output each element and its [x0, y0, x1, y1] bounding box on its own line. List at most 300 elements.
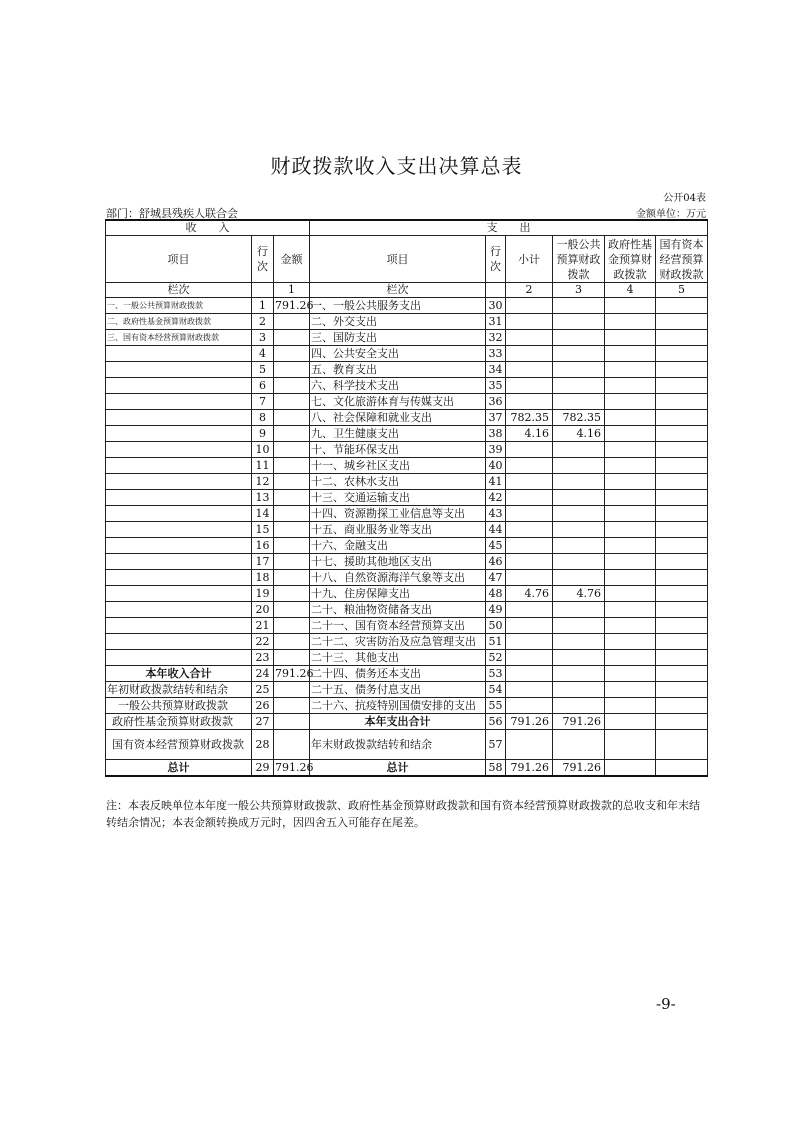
page-number: -9-	[656, 995, 676, 1013]
state-capital-cell	[656, 474, 708, 490]
table-row	[106, 474, 708, 490]
expense-item-cell: 十五、商业服务业等支出	[310, 522, 486, 538]
subtotal-cell	[506, 330, 553, 346]
income-rowno-cell: 29	[252, 760, 274, 777]
expense-rowno-cell: 35	[486, 378, 506, 394]
gov-fund-cell	[605, 554, 656, 570]
subtotal-cell	[506, 490, 553, 506]
gov-fund-cell	[605, 650, 656, 666]
expense-header: 支 出	[310, 220, 708, 236]
subtotal-cell	[506, 362, 553, 378]
general-budget-cell	[553, 298, 605, 314]
expense-item-cell: 十、节能环保支出	[310, 442, 486, 458]
expense-item-cell: 八、社会保障和就业支出	[310, 410, 486, 426]
expense-rowno-cell: 53	[486, 666, 506, 682]
expense-item-cell: 十四、资源勘探工业信息等支出	[310, 506, 486, 522]
income-rowno-cell: 6	[252, 378, 274, 394]
general-budget-cell	[553, 458, 605, 474]
income-item-cell	[106, 442, 252, 458]
table-row	[106, 682, 708, 698]
income-rowno-header: 行次	[252, 236, 274, 283]
expense-item-cell: 二十四、债务还本支出	[310, 666, 486, 682]
income-item-cell	[106, 394, 252, 410]
expense-rowno-cell: 37	[486, 410, 506, 426]
table-row	[106, 394, 708, 410]
subtotal-cell	[506, 298, 553, 314]
table-body	[106, 298, 708, 777]
subtotal-cell	[506, 730, 553, 760]
income-rowno-cell: 22	[252, 634, 274, 650]
subtotal-cell: 4.76	[506, 586, 553, 602]
general-budget-header: 一般公共预算财政拨款	[553, 236, 605, 283]
expense-rowno-cell: 50	[486, 618, 506, 634]
expense-rowno-cell: 58	[486, 760, 506, 777]
expense-colno-3: 3	[553, 283, 605, 298]
expense-rowno-header: 行次	[486, 236, 506, 283]
income-amount-header: 金额	[274, 236, 310, 283]
income-item-cell	[106, 554, 252, 570]
subtotal-cell	[506, 538, 553, 554]
table-row	[106, 458, 708, 474]
income-rowno-cell: 19	[252, 586, 274, 602]
expense-rowno-cell: 55	[486, 698, 506, 714]
expense-item-cell: 五、教育支出	[310, 362, 486, 378]
gov-fund-cell	[605, 618, 656, 634]
table-row	[106, 650, 708, 666]
income-item-cell	[106, 458, 252, 474]
income-item-cell: 年初财政拨款结转和结余	[106, 682, 252, 698]
income-amount-cell	[274, 618, 310, 634]
expense-rowno-cell: 31	[486, 314, 506, 330]
table-row	[106, 554, 708, 570]
income-amount-cell	[274, 506, 310, 522]
table-row	[106, 618, 708, 634]
income-header: 收 入	[106, 220, 310, 236]
income-rowno-cell: 5	[252, 362, 274, 378]
gov-fund-cell	[605, 522, 656, 538]
expense-item-cell: 二十、粮油物资储备支出	[310, 602, 486, 618]
income-rowno-cell: 23	[252, 650, 274, 666]
income-rowno-cell: 20	[252, 602, 274, 618]
state-capital-cell	[656, 442, 708, 458]
subtotal-cell	[506, 698, 553, 714]
footnote: 注：本表反映单位本年度一般公共预算财政拨款、政府性基金预算财政拨款和国有资本经营预算财政拨款的总收支和年末结转结余情况；本表金额转换成万元时，因四舍五入可能存在尾差。	[106, 799, 700, 829]
state-capital-cell	[656, 490, 708, 506]
expense-rowno-cell: 38	[486, 426, 506, 442]
income-rowno-cell: 25	[252, 682, 274, 698]
subtotal-cell: 4.16	[506, 426, 553, 442]
state-capital-cell	[656, 554, 708, 570]
income-amount-cell	[274, 650, 310, 666]
expense-rowno-cell: 33	[486, 346, 506, 362]
expense-rowno-cell: 57	[486, 730, 506, 760]
income-amount-cell	[274, 698, 310, 714]
income-amount-cell	[274, 346, 310, 362]
table-row	[106, 570, 708, 586]
income-amount-cell	[274, 714, 310, 730]
table-row	[106, 346, 708, 362]
expense-rowno-cell: 36	[486, 394, 506, 410]
expense-item-cell: 十三、交通运输支出	[310, 490, 486, 506]
header-row-sections	[106, 220, 708, 236]
table-row	[106, 314, 708, 330]
income-item-cell	[106, 362, 252, 378]
subtotal-cell	[506, 666, 553, 682]
subtotal-cell	[506, 314, 553, 330]
income-amount-cell	[274, 570, 310, 586]
expense-rowno-cell: 30	[486, 298, 506, 314]
general-budget-cell	[553, 394, 605, 410]
state-capital-cell	[656, 666, 708, 682]
subtotal-cell: 782.35	[506, 410, 553, 426]
expense-rowno-cell: 39	[486, 442, 506, 458]
income-item-cell	[106, 522, 252, 538]
expense-rowno-cell: 34	[486, 362, 506, 378]
gov-fund-cell	[605, 362, 656, 378]
income-item-cell: 国有资本经营预算财政拨款	[106, 730, 252, 760]
expense-rowno-cell: 45	[486, 538, 506, 554]
table-row	[106, 362, 708, 378]
subtotal-cell	[506, 458, 553, 474]
gov-fund-cell	[605, 330, 656, 346]
general-budget-cell	[553, 650, 605, 666]
table-row	[106, 522, 708, 538]
expense-colno-4: 4	[605, 283, 656, 298]
gov-fund-cell	[605, 538, 656, 554]
state-capital-cell	[656, 506, 708, 522]
income-amount-cell	[274, 730, 310, 760]
income-rowno-cell: 3	[252, 330, 274, 346]
expense-item-cell: 一、一般公共服务支出	[310, 298, 486, 314]
general-budget-cell: 791.26	[553, 760, 605, 777]
general-budget-cell	[553, 522, 605, 538]
state-capital-cell	[656, 586, 708, 602]
gov-fund-cell	[605, 666, 656, 682]
expense-item-cell: 总计	[310, 760, 486, 777]
income-item-cell: 政府性基金预算财政拨款	[106, 714, 252, 730]
state-capital-cell	[656, 618, 708, 634]
income-rowno-cell: 4	[252, 346, 274, 362]
table-row	[106, 602, 708, 618]
gov-fund-cell	[605, 474, 656, 490]
subtotal-cell	[506, 650, 553, 666]
income-item-cell	[106, 650, 252, 666]
gov-fund-cell	[605, 730, 656, 760]
expense-rowno-cell: 44	[486, 522, 506, 538]
income-item-cell	[106, 602, 252, 618]
subtotal-cell: 791.26	[506, 714, 553, 730]
table-row	[106, 378, 708, 394]
expense-item-cell: 四、公共安全支出	[310, 346, 486, 362]
expense-item-cell: 二十五、债务付息支出	[310, 682, 486, 698]
income-item-header: 项目	[106, 236, 252, 283]
expense-item-cell: 十八、自然资源海洋气象等支出	[310, 570, 486, 586]
expense-colno-5: 5	[656, 283, 708, 298]
gov-fund-cell	[605, 760, 656, 777]
income-amount-cell: 791.26	[274, 760, 310, 777]
general-budget-cell	[553, 698, 605, 714]
subtotal-cell	[506, 378, 553, 394]
expense-rowno-cell: 47	[486, 570, 506, 586]
subtotal-cell	[506, 634, 553, 650]
table-row	[106, 330, 708, 346]
expense-rowno-cell: 49	[486, 602, 506, 618]
column-number-row	[106, 283, 708, 298]
expense-rowno-cell: 41	[486, 474, 506, 490]
table-row	[106, 442, 708, 458]
income-amount-cell	[274, 330, 310, 346]
gov-fund-cell	[605, 314, 656, 330]
general-budget-cell	[553, 538, 605, 554]
subtotal-cell	[506, 474, 553, 490]
table-row	[106, 698, 708, 714]
state-capital-cell	[656, 634, 708, 650]
income-item-cell	[106, 506, 252, 522]
general-budget-cell	[553, 666, 605, 682]
subtotal-cell	[506, 522, 553, 538]
gov-fund-cell	[605, 682, 656, 698]
income-item-cell	[106, 426, 252, 442]
state-capital-cell	[656, 298, 708, 314]
income-amount-cell	[274, 538, 310, 554]
subtotal-cell	[506, 506, 553, 522]
table-row	[106, 506, 708, 522]
state-capital-cell	[656, 538, 708, 554]
gov-fund-cell	[605, 410, 656, 426]
state-capital-cell	[656, 426, 708, 442]
state-capital-cell	[656, 714, 708, 730]
income-amount-cell	[274, 634, 310, 650]
general-budget-cell	[553, 730, 605, 760]
unit-label: 金额单位：万元	[636, 209, 706, 220]
expense-item-cell: 十二、农林水支出	[310, 474, 486, 490]
expense-colno-2: 2	[506, 283, 553, 298]
subtotal-cell: 791.26	[506, 760, 553, 777]
income-item-cell	[106, 538, 252, 554]
income-rowno-cell: 18	[252, 570, 274, 586]
income-item-cell	[106, 410, 252, 426]
expense-item-cell: 六、科学技术支出	[310, 378, 486, 394]
income-rowno-cell: 14	[252, 506, 274, 522]
expense-rowno-cell: 51	[486, 634, 506, 650]
expense-item-cell: 三、国防支出	[310, 330, 486, 346]
general-budget-cell	[553, 362, 605, 378]
general-budget-cell: 4.76	[553, 586, 605, 602]
subtotal-cell	[506, 682, 553, 698]
expense-rowno-cell: 56	[486, 714, 506, 730]
expense-item-header: 项目	[310, 236, 486, 283]
income-amount-cell	[274, 586, 310, 602]
expense-item-cell: 十六、金融支出	[310, 538, 486, 554]
general-budget-cell	[553, 682, 605, 698]
state-capital-cell	[656, 698, 708, 714]
state-capital-cell	[656, 730, 708, 760]
state-capital-cell	[656, 760, 708, 777]
gov-fund-cell	[605, 394, 656, 410]
income-item-cell: 一般公共预算财政拨款	[106, 698, 252, 714]
income-rowno-cell: 24	[252, 666, 274, 682]
table-row	[106, 426, 708, 442]
income-rowno-cell: 21	[252, 618, 274, 634]
income-item-cell: 总计	[106, 760, 252, 777]
general-budget-cell	[553, 570, 605, 586]
expense-rowno-cell: 54	[486, 682, 506, 698]
general-budget-cell	[553, 602, 605, 618]
header-row-columns	[106, 236, 708, 283]
general-budget-cell	[553, 378, 605, 394]
income-item-cell: 三、国有资本经营预算财政拨款	[106, 330, 252, 346]
page-title: 财政拨款收入支出决算总表	[270, 154, 523, 178]
income-rowno-cell: 12	[252, 474, 274, 490]
income-amount-cell: 791.26	[275, 298, 314, 312]
form-number: 公开04表	[663, 193, 706, 204]
income-amount-cell	[274, 682, 310, 698]
gov-fund-cell	[605, 634, 656, 650]
gov-fund-cell	[605, 442, 656, 458]
fiscal-summary-table	[105, 219, 708, 777]
expense-item-cell: 二十三、其他支出	[310, 650, 486, 666]
table-row	[106, 410, 708, 426]
expense-item-cell: 二十六、抗疫特别国债安排的支出	[310, 698, 486, 714]
income-rowno-cell: 17	[252, 554, 274, 570]
state-capital-cell	[656, 378, 708, 394]
income-amount-cell	[274, 394, 310, 410]
general-budget-cell	[553, 554, 605, 570]
expense-rowno-cell: 42	[486, 490, 506, 506]
table-row	[106, 634, 708, 650]
expense-item-cell: 年末财政拨款结转和结余	[310, 730, 486, 760]
income-amount-cell	[274, 426, 310, 442]
income-rowno-cell: 9	[252, 426, 274, 442]
subtotal-header: 小计	[506, 236, 553, 283]
income-amount-cell	[274, 458, 310, 474]
table-row	[106, 490, 708, 506]
general-budget-cell	[553, 474, 605, 490]
gov-fund-cell	[605, 570, 656, 586]
income-rowno-cell: 7	[252, 394, 274, 410]
income-item-cell	[106, 618, 252, 634]
income-amount-cell	[274, 442, 310, 458]
state-capital-cell	[656, 458, 708, 474]
state-capital-cell	[656, 570, 708, 586]
income-item-cell	[106, 586, 252, 602]
income-amount-cell	[274, 410, 310, 426]
income-amount-cell	[274, 474, 310, 490]
expense-rowno-cell: 52	[486, 650, 506, 666]
state-capital-cell	[656, 362, 708, 378]
gov-fund-cell	[605, 346, 656, 362]
gov-fund-cell	[605, 714, 656, 730]
expense-rowno-cell: 43	[486, 506, 506, 522]
expense-item-cell: 本年支出合计	[310, 714, 486, 730]
general-budget-cell	[553, 506, 605, 522]
income-amount-cell	[274, 362, 310, 378]
income-item-cell	[106, 474, 252, 490]
gov-fund-cell	[605, 426, 656, 442]
subtotal-cell	[506, 346, 553, 362]
income-amount-cell: 791.26	[275, 666, 314, 680]
subtotal-cell	[506, 394, 553, 410]
income-rowno-cell: 28	[252, 730, 274, 760]
gov-fund-cell	[605, 298, 656, 314]
expense-item-cell: 十七、援助其他地区支出	[310, 554, 486, 570]
expense-rowno-cell: 46	[486, 554, 506, 570]
subtotal-cell	[506, 618, 553, 634]
expense-rowno-cell: 48	[486, 586, 506, 602]
state-capital-cell	[656, 330, 708, 346]
gov-fund-cell	[605, 602, 656, 618]
department-label: 部门：舒城县残疾人联合会	[106, 207, 238, 220]
expense-item-cell: 二十二、灾害防治及应急管理支出	[310, 634, 486, 650]
income-item-cell	[106, 490, 252, 506]
income-colno-1: 1	[274, 283, 310, 298]
table-row	[106, 666, 708, 682]
income-amount-cell	[274, 602, 310, 618]
income-amount-cell	[274, 314, 310, 330]
expense-rowno-cell: 40	[486, 458, 506, 474]
gov-fund-cell	[605, 458, 656, 474]
gov-fund-cell	[605, 698, 656, 714]
expense-item-cell: 十九、住房保障支出	[310, 586, 486, 602]
income-colno-blank	[252, 283, 274, 298]
income-item-cell	[106, 570, 252, 586]
table-row	[106, 714, 708, 730]
expense-colno-blank	[486, 283, 506, 298]
income-colno-label: 栏次	[106, 283, 252, 298]
state-capital-cell	[656, 682, 708, 698]
income-rowno-cell: 11	[252, 458, 274, 474]
general-budget-cell: 791.26	[553, 714, 605, 730]
table-row	[106, 538, 708, 554]
income-rowno-cell: 16	[252, 538, 274, 554]
state-capital-cell	[656, 314, 708, 330]
expense-item-cell: 二、外交支出	[310, 314, 486, 330]
income-rowno-cell: 2	[252, 314, 274, 330]
income-amount-cell	[274, 378, 310, 394]
table-row	[106, 298, 708, 314]
subtotal-cell	[506, 554, 553, 570]
general-budget-cell	[553, 314, 605, 330]
table-row	[106, 730, 708, 760]
state-capital-cell	[656, 602, 708, 618]
state-capital-cell	[656, 522, 708, 538]
general-budget-cell	[553, 618, 605, 634]
state-capital-cell	[656, 410, 708, 426]
income-rowno-cell: 15	[252, 522, 274, 538]
subtotal-cell	[506, 602, 553, 618]
income-item-cell	[106, 346, 252, 362]
gov-fund-cell	[605, 378, 656, 394]
state-capital-cell	[656, 650, 708, 666]
income-item-cell: 二、政府性基金预算财政拨款	[106, 314, 252, 330]
income-item-cell: 本年收入合计	[106, 666, 252, 682]
income-rowno-cell: 13	[252, 490, 274, 506]
expense-rowno-cell: 32	[486, 330, 506, 346]
gov-fund-cell	[605, 490, 656, 506]
general-budget-cell	[553, 442, 605, 458]
general-budget-cell: 782.35	[553, 410, 605, 426]
expense-item-cell: 九、卫生健康支出	[310, 426, 486, 442]
income-rowno-cell: 27	[252, 714, 274, 730]
subtotal-cell	[506, 442, 553, 458]
general-budget-cell	[553, 330, 605, 346]
state-capital-header: 国有资本经营预算财政拨款	[656, 236, 708, 283]
income-rowno-cell: 26	[252, 698, 274, 714]
income-amount-cell	[274, 490, 310, 506]
gov-fund-cell	[605, 506, 656, 522]
table-row	[106, 586, 708, 602]
general-budget-cell	[553, 346, 605, 362]
